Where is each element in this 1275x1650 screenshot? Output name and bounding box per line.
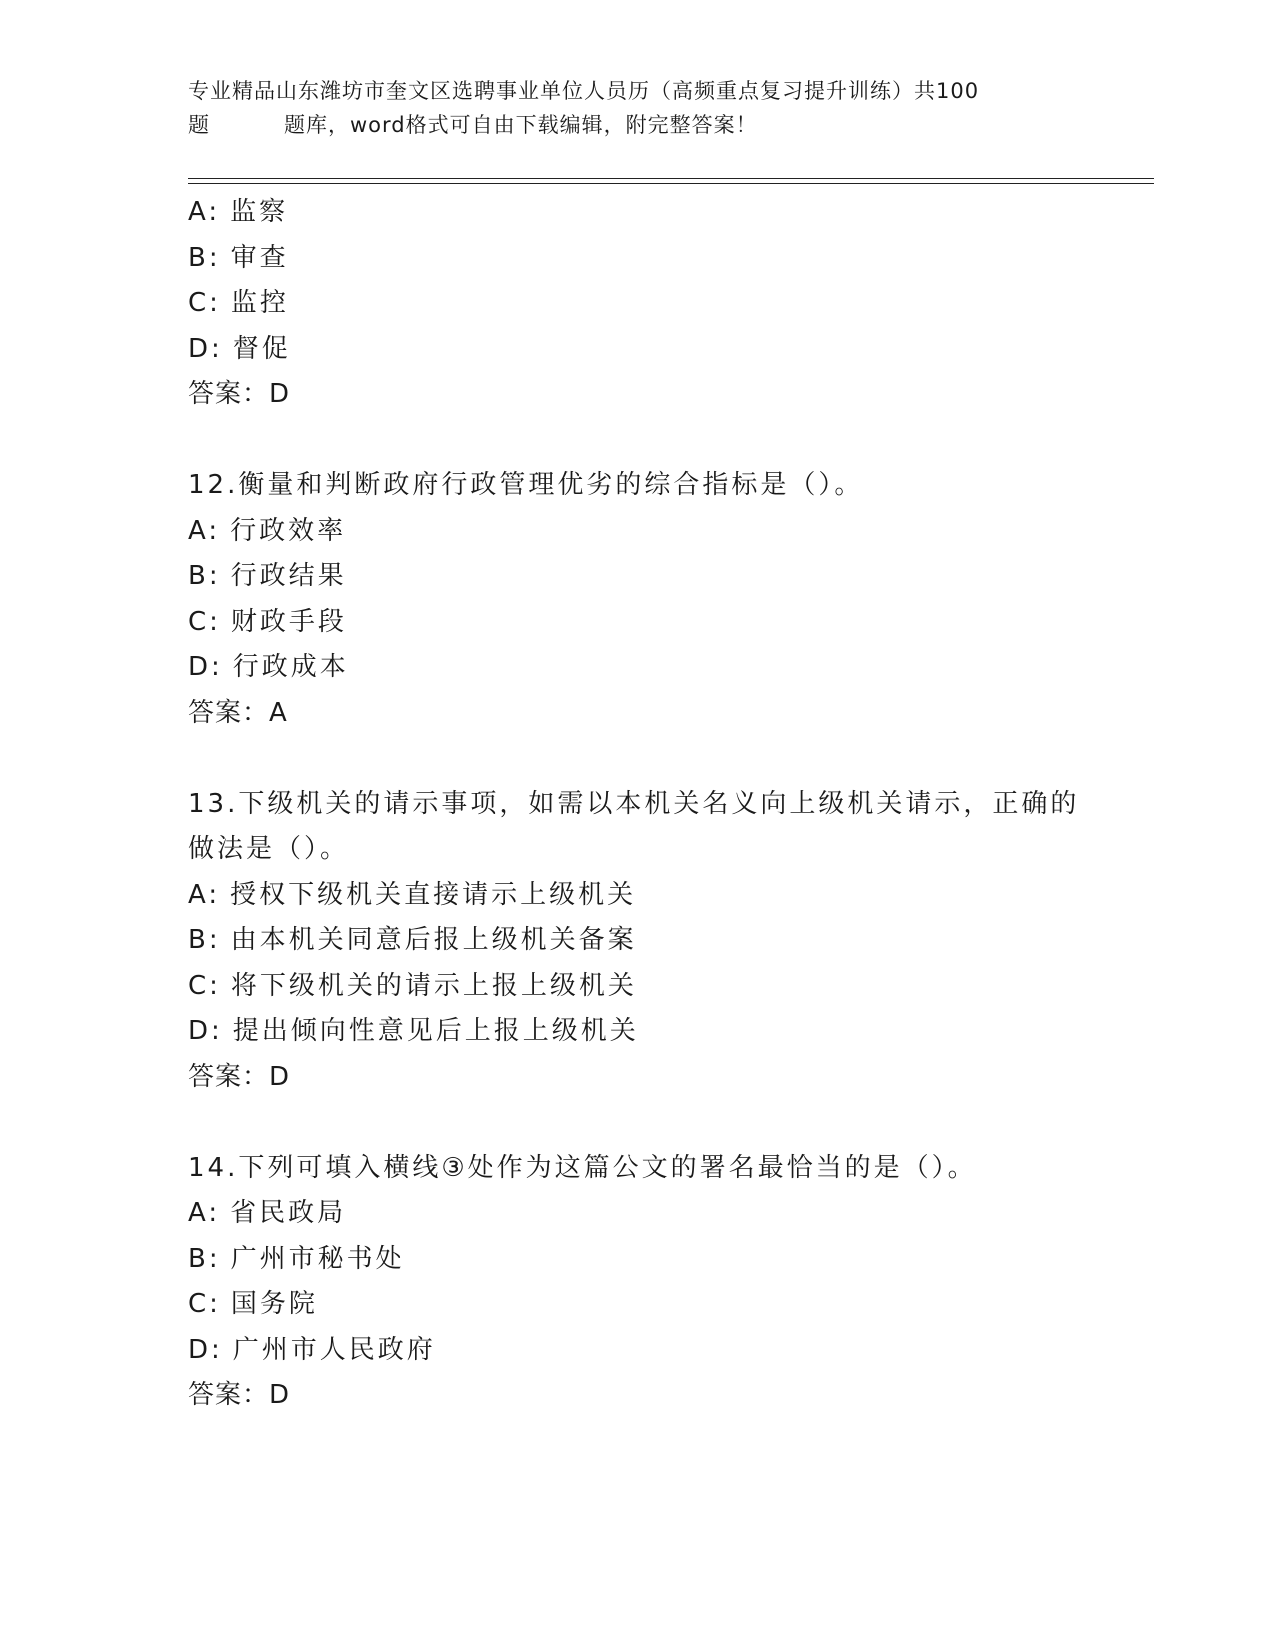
option-row	[188, 327, 1148, 373]
option-key: D:	[188, 1016, 223, 1046]
option-key: B:	[188, 1243, 221, 1274]
option-text: 行政效率	[230, 515, 347, 546]
option-key: C:	[188, 1289, 221, 1319]
option-key: B:	[188, 242, 221, 273]
header-title-line-2	[188, 108, 1088, 142]
option-text: 国务院	[230, 1289, 318, 1319]
option-row	[188, 509, 1148, 555]
option-text: 广州市人民政府	[232, 1334, 436, 1365]
option-text: 督促	[232, 333, 291, 364]
option-key: C:	[188, 970, 221, 1001]
option-row	[188, 645, 1148, 691]
question-spacer	[188, 1100, 1148, 1146]
option-row	[188, 1191, 1148, 1237]
question-block-12	[188, 463, 1148, 736]
option-row	[188, 1282, 1148, 1328]
option-row	[188, 873, 1148, 919]
option-row	[188, 1328, 1148, 1374]
option-row	[188, 1237, 1148, 1283]
option-key: A:	[188, 515, 221, 546]
document-header	[188, 74, 1088, 142]
option-text: 监察	[230, 197, 289, 227]
option-text: 将下级机关的请示上报上级机关	[230, 970, 637, 1001]
answer-line: 答案：D	[188, 1061, 291, 1092]
option-text: 广州市秘书处	[230, 1243, 405, 1274]
option-key: A:	[188, 1198, 221, 1228]
option-key: A:	[188, 879, 221, 910]
option-key: B:	[188, 561, 221, 591]
option-text: 行政成本	[232, 652, 349, 682]
option-key: C:	[188, 606, 221, 637]
answer-line: 答案：A	[188, 697, 288, 728]
option-key: A:	[188, 197, 221, 227]
option-key: C:	[188, 288, 221, 318]
option-key: D:	[188, 652, 223, 682]
option-text: 财政手段	[230, 606, 347, 637]
option-row	[188, 236, 1148, 282]
option-text: 省民政局	[230, 1198, 347, 1228]
question-text: 14.下列可填入横线③处作为这篇公文的署名最恰当的是（）。	[188, 1152, 977, 1183]
header-divider-top	[188, 178, 1154, 179]
question-block-11	[188, 190, 1148, 418]
question-block-14	[188, 1146, 1148, 1419]
header-title-line-1: 专业精品山东潍坊市奎文区选聘事业单位人员历（高频重点复习提升训练）共100	[188, 79, 980, 103]
option-row	[188, 1009, 1148, 1055]
option-row	[188, 600, 1148, 646]
option-text: 由本机关同意后报上级机关备案	[230, 925, 637, 955]
question-spacer	[188, 418, 1148, 464]
option-text: 监控	[230, 288, 289, 318]
option-key: D:	[188, 333, 223, 364]
answer-line: 答案：D	[188, 379, 291, 409]
option-row	[188, 964, 1148, 1010]
question-spacer	[188, 736, 1148, 782]
option-key: D:	[188, 1334, 223, 1365]
question-block-13	[188, 782, 1148, 1101]
option-row	[188, 554, 1148, 600]
question-list	[188, 190, 1148, 1419]
question-text-line-1: 13.下级机关的请示事项，如需以本机关名义向上级机关请示，正确的	[188, 788, 1080, 819]
question-text: 12.衡量和判断政府行政管理优劣的综合指标是（）。	[188, 470, 864, 500]
option-row	[188, 918, 1148, 964]
option-text: 授权下级机关直接请示上级机关	[230, 879, 637, 910]
answer-line: 答案：D	[188, 1380, 291, 1410]
question-text-line-2: 做法是（）。	[188, 834, 350, 864]
option-key: B:	[188, 925, 221, 955]
header-title-line-2-tail: 题库，word格式可自由下载编辑，附完整答案！	[284, 113, 758, 137]
option-row	[188, 190, 1148, 236]
option-text: 提出倾向性意见后上报上级机关	[232, 1016, 639, 1046]
header-title-line-2-head: 题	[188, 113, 210, 137]
option-text: 行政结果	[230, 561, 347, 591]
header-divider-bottom	[188, 183, 1154, 184]
option-row	[188, 281, 1148, 327]
option-text: 审查	[230, 242, 289, 273]
